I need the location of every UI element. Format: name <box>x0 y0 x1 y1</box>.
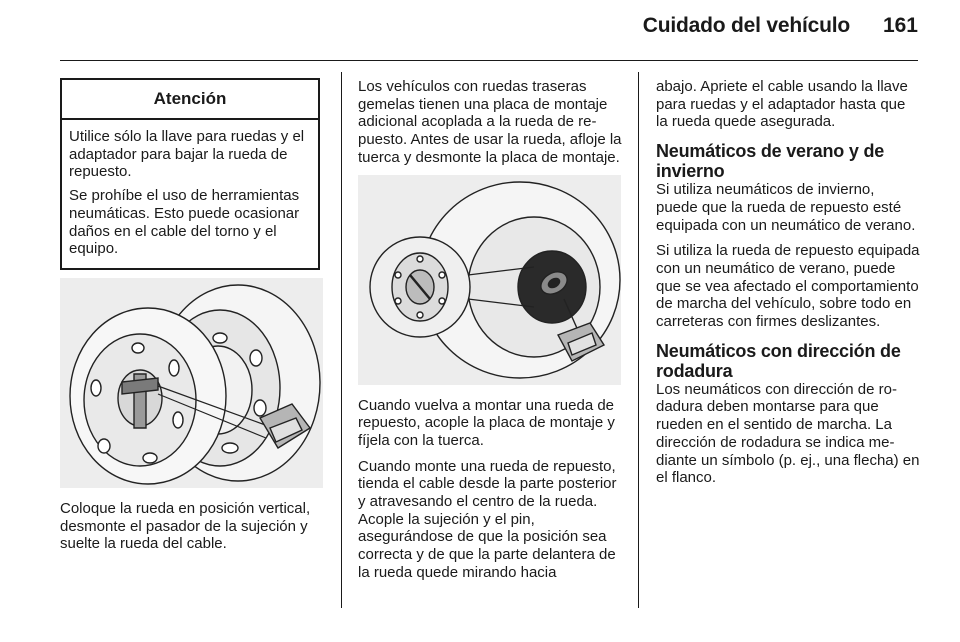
heading-directional-tyres: Neumáticos con dirección de rodadura <box>656 340 901 381</box>
paragraph-mount-spare: Cuando monte una rueda de repuesto, tienda el cable desde la parte posterior y atravesando el centro de la rueda. Acople la sujeción y el pin, asegurándose de que la posición sea correcta y de que la parte delantera de la rueda quede mirando hacia <box>358 457 617 581</box>
caption-place-wheel: Coloque la rueda en posición vertical, desmonte el pasador de la sujeción y suelte la rueda del cable. <box>60 499 311 553</box>
column-left <box>60 78 324 561</box>
paragraph-directional-tyres: Los neumáticos con dirección de rodadura deben montarse para que rueden en el sentido de marcha. La dirección de rodadura se indica mediante un símbolo (p. ej., una flecha) en el flanco. <box>656 380 920 487</box>
paragraph-twin-wheels: Los vehículos con ruedas traseras gemelas tienen una placa de montaje adicional acoplada a la rueda de repuesto. Antes de usar la rueda, afloje la tuerca y desmonte la placa de montaje. <box>358 78 622 166</box>
paragraph-winter-tyres: Si utiliza neumáticos de invierno, puede que la rueda de repuesto esté equipada con un neumático de verano. <box>656 181 916 234</box>
page-title: Cuidado del vehículo <box>642 14 850 37</box>
attention-box <box>60 78 320 270</box>
attention-heading: Atención <box>62 80 318 120</box>
figure-mounting-plate <box>358 175 621 385</box>
attention-paragraph-2: Se prohíbe el uso de herramientas neumáticas. Esto puede ocasionar daños en el cable del torno y el equipo. <box>69 187 300 258</box>
figure-spare-wheel-cable <box>60 278 323 488</box>
attention-body <box>62 120 318 268</box>
illustration-wheel-cable <box>60 278 323 488</box>
attention-paragraph-1: Utilice sólo la llave para ruedas y el adaptador para bajar la rueda de repuesto. <box>69 128 305 181</box>
page-number: 161 <box>882 14 918 37</box>
column-divider-left <box>341 72 342 608</box>
column-middle <box>358 78 622 590</box>
paragraph-summer-tyre-spare: Si utiliza la rueda de repuesto equipada con un neumático de verano, puede que se vea afectado el comportamiento de marcha del vehículo, sobre todo en carreteras con firmes deslizantes. <box>656 242 920 331</box>
paragraph-refit-plate: Cuando vuelva a montar una rueda de repuesto, acople la placa de montaje y fíjela con la tuerca. <box>358 396 615 449</box>
page-header <box>0 0 960 60</box>
header-rule <box>60 60 918 61</box>
illustration-mounting-plate <box>358 175 621 385</box>
column-divider-right <box>638 72 639 608</box>
paragraph-tighten-cable: abajo. Apriete el cable usando la llave para ruedas y el adaptador hasta que la rueda quede asegurada. <box>656 78 908 131</box>
heading-summer-winter-tyres: Neumáticos de verano y de invierno <box>656 141 885 182</box>
column-right <box>656 78 920 495</box>
